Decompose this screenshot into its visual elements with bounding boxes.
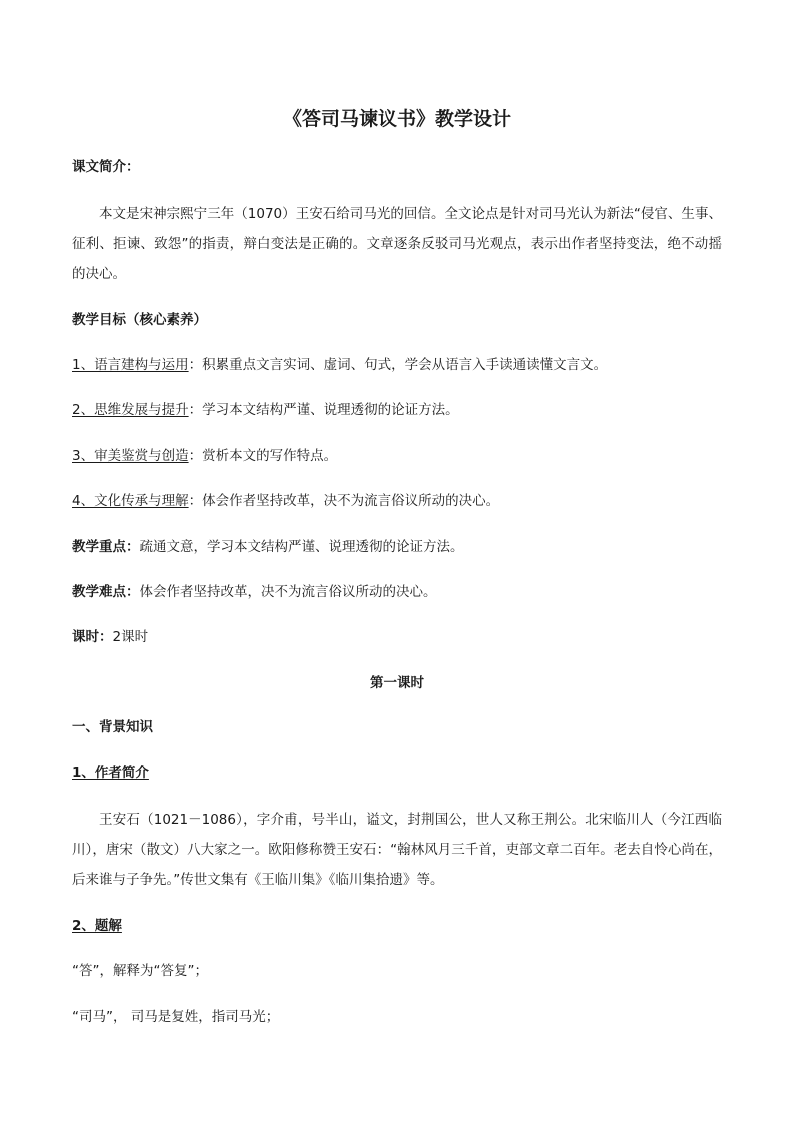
title-explanation-line: “司马”， 司马是复姓，指司马光； xyxy=(72,1009,280,1025)
hours-text: 2课时 xyxy=(112,629,149,645)
goal-item-4 xyxy=(72,491,499,511)
hours-label: 课时： xyxy=(72,629,113,645)
author-intro-heading: 1、作者简介 xyxy=(72,765,149,781)
teaching-difficulty xyxy=(72,582,437,602)
goal-text: ：学习本文结构严谨、说理透彻的论证方法。 xyxy=(188,402,459,418)
section-background-heading: 一、背景知识 xyxy=(72,719,153,735)
teaching-focus xyxy=(72,537,464,557)
goal-item-3 xyxy=(72,446,337,466)
focus-label: 教学重点： xyxy=(72,539,140,555)
intro-paragraph: 本文是宋神宗熙宁三年（1070）王安石给司马光的回信。全文论点是针对司马光认为新法“侵官、生事、征利、拒谏、致怨”的指责，辩白变法是正确的。文章逐条反驳司马光观点，表示出作者坚持变法，绝不动摇的决心。 xyxy=(72,206,722,282)
title-explanation-line: “答”，解释为“答复”； xyxy=(72,963,208,979)
goal-item-2 xyxy=(72,400,459,420)
goal-text: ：积累重点文言实词、虚词、句式，学会从语言入手读通读懂文言文。 xyxy=(188,357,608,373)
title-explanation-heading: 2、题解 xyxy=(72,918,122,934)
goal-text: ：赏析本文的写作特点。 xyxy=(188,448,338,464)
intro-heading: 课文简介： xyxy=(72,159,140,175)
document-title: 《答司马谏议书》教学设计 xyxy=(282,108,511,130)
difficulty-label: 教学难点： xyxy=(72,584,140,600)
goal-item-1 xyxy=(72,355,607,375)
goal-label: 1、语言建构与运用 xyxy=(72,357,189,373)
goal-label: 4、文化传承与理解 xyxy=(72,493,189,509)
class-hours xyxy=(72,627,148,647)
difficulty-text: 体会作者坚持改革，决不为流言俗议所动的决心。 xyxy=(139,584,437,600)
goal-label: 3、审美鉴赏与创造 xyxy=(72,448,189,464)
goal-text: ：体会作者坚持改革，决不为流言俗议所动的决心。 xyxy=(188,493,500,509)
author-intro-paragraph: 王安石（1021－1086），字介甫，号半山，谥文，封荆国公，世人又称王荆公。北宋临川人（今江西临川），唐宋（散文）八大家之一。欧阳修称赞王安石：“翰林风月三千首，吏部文章二百年。老去自怜心尚在，后来谁与子争先。”传世文集有《王临川集》《临川集拾遗》等。 xyxy=(72,812,722,888)
lesson-1-heading: 第一课时 xyxy=(370,675,424,691)
goals-heading: 教学目标（核心素养） xyxy=(72,312,207,328)
goal-label: 2、思维发展与提升 xyxy=(72,402,189,418)
focus-text: 疏通文意，学习本文结构严谨、说理透彻的论证方法。 xyxy=(139,539,464,555)
